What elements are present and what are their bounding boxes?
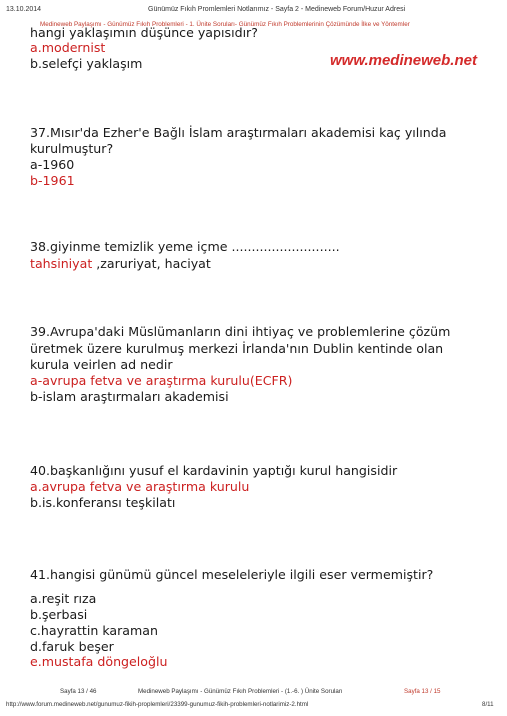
option-a: a.reşit rıza <box>30 591 97 606</box>
question-39: 39.Avrupa'daki Müslümanların dini ihtiyaç ve problemlerine çözüm <box>30 324 451 339</box>
footer-page-count: 8/11 <box>482 701 494 708</box>
option-a-answer: a.avrupa fetva ve araştırma kurulu <box>30 479 250 494</box>
footer-page-right: Sayfa 13 / 15 <box>404 688 441 695</box>
answer-highlight: tahsiniyat <box>30 256 93 271</box>
question-40: 40.başkanlığını yusuf el kardavinin yaptığı kurul hangisidir <box>30 463 398 478</box>
question-39-line3: kurula veirlen ad nedir <box>30 357 173 372</box>
question-41: 41.hangisi günümü güncel meseleleriyle ilgili eser vermemiştir? <box>30 567 434 582</box>
page-title: Günümüz Fıkıh Promlemleri Notlarımız - Sayfa 2 - Medineweb Forum/Huzur Adresi <box>148 6 406 13</box>
print-date: 13.10.2014 <box>6 6 42 13</box>
question-38-answer <box>30 255 211 272</box>
question-37-line2: kurulmuştur? <box>30 141 114 156</box>
option-b: b.selefçi yaklaşım <box>30 56 143 71</box>
question-text: hangi yaklaşımın düşünce yapısıdır? <box>30 25 258 40</box>
option-b: b-islam araştırmaları akademisi <box>30 389 229 404</box>
option-b-answer: b-1961 <box>30 173 75 188</box>
question-39-line2: üretmek üzere kurulmuş merkezi İrlanda'nın Dublin kentinde olan <box>30 341 444 356</box>
option-a-answer: a-avrupa fetva ve araştırma kurulu(ECFR) <box>30 373 293 388</box>
option-b: b.şerbasi <box>30 607 88 622</box>
footer-title: Medineweb Paylaşımı - Günümüz Fıkıh Problemleri - (1.-6. ) Ünite Soruları <box>138 688 343 695</box>
option-b: b.is.konferansı teşkilatı <box>30 495 176 510</box>
option-e-answer: e.mustafa döngeloğlu <box>30 654 168 669</box>
option-a: a-1960 <box>30 157 75 172</box>
page-subtitle: Medineweb Paylaşımı - Günümüz Fıkıh Problemleri - 1. Ünite Soruları- Günümüz Fıkıh Problemlerinin Çözümünde İlke ve Yöntemler <box>40 21 410 28</box>
question-37: 37.Mısır'da Ezher'e Bağlı İslam araştırmaları akademisi kaç yılında <box>30 125 447 140</box>
footer-url[interactable]: http://www.forum.medineweb.net/gunumuz-fikih-proplemleri/23399-gunumuz-fikih-problemleri-notlarimiz-2.html <box>6 701 309 708</box>
option-a-answer: a.modernist <box>30 40 106 55</box>
option-c: c.hayrattin karaman <box>30 623 158 638</box>
question-38: 38.giyinme temizlik yeme içme ........................... <box>30 239 340 254</box>
option-d: d.faruk beşer <box>30 639 114 654</box>
footer-page-left: Sayfa 13 / 46 <box>60 688 97 695</box>
answer-rest: ,zaruriyat, haciyat <box>92 256 211 271</box>
site-watermark: www.medineweb.net <box>330 52 477 69</box>
